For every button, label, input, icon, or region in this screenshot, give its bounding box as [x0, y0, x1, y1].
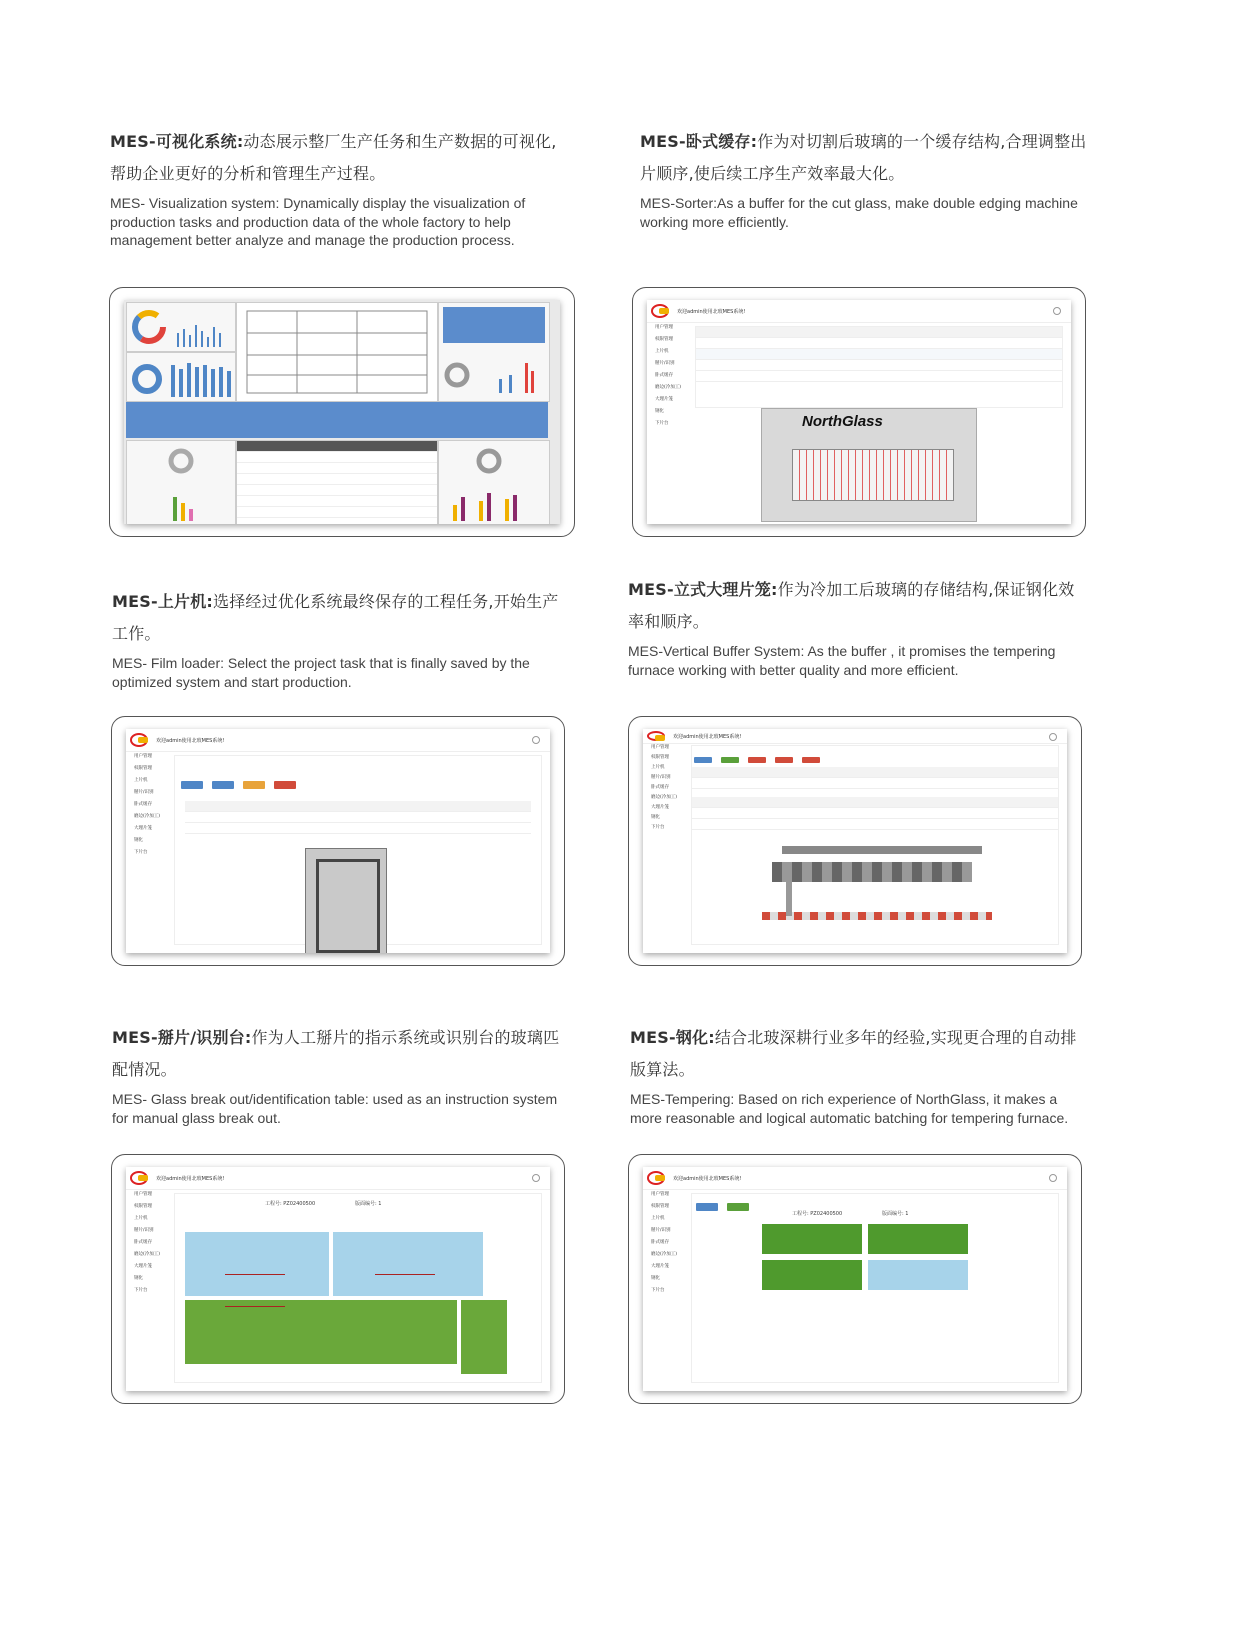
main-content: [174, 1193, 542, 1383]
section-vertical-buffer: [628, 574, 1088, 679]
glass-piece[interactable]: [461, 1300, 507, 1374]
glass-piece[interactable]: [333, 1232, 483, 1296]
sidebar-item[interactable]: 钢化: [655, 409, 664, 414]
toolbar-button[interactable]: [694, 757, 712, 763]
sidebar-item[interactable]: 掰片/识别: [655, 361, 675, 366]
welcome-text: 欢迎admin使用北玻MES系统!: [673, 734, 742, 740]
sidebar-item[interactable]: 用户管理: [651, 745, 669, 750]
sidebar-item[interactable]: 上片机: [134, 778, 148, 783]
sidebar-item[interactable]: 权限管理: [651, 1204, 669, 1209]
toolbar: [692, 746, 1058, 767]
gauge-panel: [438, 302, 550, 402]
sidebar-item[interactable]: 磨边(冷加工): [651, 795, 678, 800]
section-film-loader: [112, 586, 572, 691]
sidebar-item[interactable]: 用户管理: [655, 325, 673, 330]
table-row[interactable]: [696, 371, 1062, 382]
table-row[interactable]: [185, 812, 531, 823]
table-row: [237, 496, 437, 507]
column-chart-bottom-left: [126, 440, 236, 524]
settings-icon[interactable]: [1049, 733, 1057, 741]
sidebar-item[interactable]: 下片台: [134, 850, 148, 855]
sidebar: [647, 322, 691, 524]
main-content: [174, 755, 542, 945]
section-title-en: MES- Visualization system: Dynamically display the visualization of production tasks and production data of the whole factory to help management better analyze and manage the production process.: [110, 195, 526, 248]
column-chart-bottom-right: [438, 440, 550, 524]
sidebar-item[interactable]: 下片台: [655, 421, 669, 426]
column-chart-right-svg: [439, 441, 549, 524]
vertical-buffer-screenshot: [628, 716, 1082, 966]
production-line-image: [762, 842, 1002, 934]
settings-icon[interactable]: [532, 736, 540, 744]
section-title-cn: MES-卧式缓存:作为对切割后玻璃的一个缓存结构,合理调整出片顺序,使后续工序生产效率最大化。: [640, 132, 1087, 183]
table-row[interactable]: [692, 778, 1058, 789]
logo-icon: [647, 1171, 665, 1185]
section-break-out: [112, 1022, 572, 1127]
section-title-en: MES-Sorter:As a buffer for the cut glass, make double edging machine working more efficiently.: [640, 195, 1078, 230]
sidebar-item[interactable]: 卧式缓存: [134, 1240, 152, 1245]
logo-icon: [647, 731, 665, 741]
sidebar-item[interactable]: 用户管理: [134, 1192, 152, 1197]
settings-icon[interactable]: [532, 1174, 540, 1182]
app-topbar: [647, 300, 1071, 323]
sidebar-item[interactable]: 用户管理: [134, 754, 152, 759]
app-topbar: [126, 1167, 550, 1190]
toolbar-button[interactable]: [748, 757, 766, 763]
sidebar: [643, 1189, 687, 1391]
sidebar-item[interactable]: 上片机: [134, 1216, 148, 1221]
direction-arrow: [375, 1274, 435, 1275]
logo-icon: [651, 304, 669, 318]
settings-icon[interactable]: [1053, 307, 1061, 315]
ring-chart-svg: [127, 303, 235, 351]
table-header: [237, 441, 437, 452]
sidebar-item[interactable]: 掰片/识别: [134, 1228, 154, 1233]
break-out-screenshot: [111, 1154, 565, 1404]
welcome-text: 欢迎admin使用北玻MES系统!: [156, 738, 225, 744]
toolbar-button[interactable]: [775, 757, 793, 763]
gauge-svg: [439, 303, 549, 401]
sidebar: [126, 751, 170, 953]
table-row[interactable]: [692, 808, 1058, 819]
sidebar-item[interactable]: 钢化: [651, 815, 660, 820]
batch-number: 版面编号: 1: [882, 1211, 909, 1217]
table-row: [237, 452, 437, 463]
line-upper: [782, 846, 982, 854]
sidebar-item[interactable]: 上片机: [651, 1216, 665, 1221]
table-header: [185, 801, 531, 812]
toolbar-button[interactable]: [212, 781, 234, 789]
line-vertical: [786, 872, 792, 916]
table-row: [237, 463, 437, 474]
section-visualization: [110, 126, 570, 250]
table-header: [692, 797, 1058, 808]
direction-arrow: [225, 1306, 285, 1307]
app-topbar: [643, 729, 1067, 744]
sidebar-item[interactable]: 权限管理: [134, 1204, 152, 1209]
sidebar-item[interactable]: 权限管理: [651, 755, 669, 760]
table-row[interactable]: [696, 360, 1062, 371]
sidebar-item[interactable]: 下片台: [651, 1288, 665, 1293]
glass-batch[interactable]: [762, 1224, 862, 1254]
table-row[interactable]: [692, 819, 1058, 830]
sidebar-item[interactable]: 掰片/识别: [651, 1228, 671, 1233]
ring-chart: [126, 302, 236, 352]
toolbar-button[interactable]: [274, 781, 296, 789]
section-title-en: MES-Tempering: Based on rich experience of NorthGlass, it makes a more reasonable and logical automatic batching for tempering furnace.: [630, 1091, 1069, 1126]
tempering-screenshot: [628, 1154, 1082, 1404]
toolbar: [175, 756, 541, 793]
section-title-en: MES- Film loader: Select the project task that is finally saved by the optimized system and start production.: [112, 655, 530, 690]
sidebar: [643, 743, 687, 953]
section-title-cn: MES-立式大理片笼:作为冷加工后玻璃的存储结构,保证钢化效率和顺序。: [628, 580, 1075, 631]
table-row[interactable]: [185, 823, 531, 834]
sidebar-item[interactable]: 下片台: [134, 1288, 148, 1293]
section-title-cn: MES-掰片/识别台:作为人工掰片的指示系统或识别台的玻璃匹配情况。: [112, 1028, 560, 1079]
table-row[interactable]: [696, 349, 1062, 360]
visualization-screenshot: [109, 287, 575, 537]
bar-chart-blue: [126, 352, 236, 402]
main-content: [691, 1193, 1059, 1383]
glass-batch[interactable]: [762, 1260, 862, 1290]
film-loader-screenshot: [111, 716, 565, 966]
data-table: [236, 440, 438, 524]
kpi-strip: [126, 402, 548, 438]
table-row: [237, 485, 437, 496]
app-topbar: [643, 1167, 1067, 1190]
line-middle: [772, 862, 972, 882]
sidebar-item[interactable]: 上片机: [651, 765, 665, 770]
brand-text: NorthGlass: [802, 413, 883, 430]
layout-diagram-svg: [237, 303, 437, 401]
loader-machine-image: [305, 848, 387, 953]
sidebar-item[interactable]: 大理片笼: [134, 826, 152, 831]
sidebar-item[interactable]: 大理片笼: [651, 805, 669, 810]
sidebar-item[interactable]: 磨边(冷加工): [134, 1252, 161, 1257]
sidebar: [126, 1189, 170, 1391]
line-lower: [762, 912, 992, 920]
toolbar-button[interactable]: [721, 757, 739, 763]
section-sorter: [640, 126, 1100, 231]
direction-arrow: [225, 1274, 285, 1275]
sidebar-item[interactable]: 权限管理: [134, 766, 152, 771]
app-topbar: [126, 729, 550, 752]
machine-image: [761, 408, 977, 522]
welcome-text: 欢迎admin使用北玻MES系统!: [677, 309, 746, 315]
table-header: [692, 767, 1058, 778]
toolbar-button[interactable]: [696, 1203, 718, 1211]
layout-diagram: [236, 302, 438, 402]
batch-number: 版面编号: 1: [355, 1201, 382, 1207]
sidebar-item[interactable]: 掰片/识别: [134, 790, 154, 795]
logo-icon: [130, 1171, 148, 1185]
sidebar-item[interactable]: 卧式缓存: [651, 1240, 669, 1245]
sidebar-item[interactable]: 磨边(冷加工): [651, 1252, 678, 1257]
loader-frame: [316, 859, 380, 953]
toolbar-button[interactable]: [727, 1203, 749, 1211]
glass-piece[interactable]: [185, 1300, 457, 1364]
sidebar-item[interactable]: 钢化: [134, 838, 143, 843]
sidebar-item[interactable]: 掰片/识别: [651, 775, 671, 780]
table-row: [237, 507, 437, 518]
welcome-text: 欢迎admin使用北玻MES系统!: [156, 1176, 225, 1182]
section-title-cn: MES-可视化系统:动态展示整厂生产任务和生产数据的可视化,帮助企业更好的分析和管理生产过程。: [110, 132, 557, 183]
table-row[interactable]: [696, 338, 1062, 349]
main-content: [691, 745, 1059, 945]
sidebar-item[interactable]: 大理片笼: [134, 1264, 152, 1269]
sidebar-item[interactable]: 磨边(冷加工): [134, 814, 161, 819]
sidebar-item[interactable]: 钢化: [651, 1276, 660, 1281]
section-title-cn: MES-上片机:选择经过优化系统最终保存的工程任务,开始生产工作。: [112, 592, 559, 643]
table-row: [237, 474, 437, 485]
project-number: 工程号: PZ02400500: [792, 1211, 843, 1217]
logo-icon: [130, 733, 148, 747]
toolbar: [692, 1194, 1058, 1215]
sidebar-item[interactable]: 用户管理: [651, 1192, 669, 1197]
sorter-screenshot: [632, 287, 1086, 537]
sidebar-item[interactable]: 卧式缓存: [134, 802, 152, 807]
section-title-cn: MES-钢化:结合北玻深耕行业多年的经验,实现更合理的自动排版算法。: [630, 1028, 1077, 1079]
sidebar-item[interactable]: 大理片笼: [651, 1264, 669, 1269]
glass-piece[interactable]: [185, 1232, 329, 1296]
sidebar-item[interactable]: 上片机: [655, 349, 669, 354]
section-title-en: MES-Vertical Buffer System: As the buffer , it promises the tempering furnace working with better quality and more efficient.: [628, 643, 1056, 678]
sidebar-item[interactable]: 权限管理: [655, 337, 673, 342]
welcome-text: 欢迎admin使用北玻MES系统!: [673, 1176, 742, 1182]
bar-chart-svg: [127, 353, 235, 401]
toolbar-button[interactable]: [802, 757, 820, 763]
column-chart-svg: [127, 441, 235, 524]
glass-batch[interactable]: [868, 1260, 968, 1290]
sidebar-item[interactable]: 磨边(冷加工): [655, 385, 682, 390]
roller-table: [792, 449, 954, 501]
settings-icon[interactable]: [1049, 1174, 1057, 1182]
section-tempering: [630, 1022, 1090, 1127]
glass-batch[interactable]: [868, 1224, 968, 1254]
sidebar-item[interactable]: 大理片笼: [655, 397, 673, 402]
sidebar-item[interactable]: 下片台: [651, 825, 665, 830]
main-content: [695, 326, 1063, 408]
toolbar-button[interactable]: [243, 781, 265, 789]
table-header: [696, 327, 1062, 338]
section-title-en: MES- Glass break out/identification table: used as an instruction system for manual glass break out.: [112, 1091, 558, 1126]
toolbar-button[interactable]: [181, 781, 203, 789]
sidebar-item[interactable]: 钢化: [134, 1276, 143, 1281]
project-number: 工程号: PZ02400500: [265, 1201, 316, 1207]
sidebar-item[interactable]: 卧式缓存: [655, 373, 673, 378]
sidebar-item[interactable]: 卧式缓存: [651, 785, 669, 790]
